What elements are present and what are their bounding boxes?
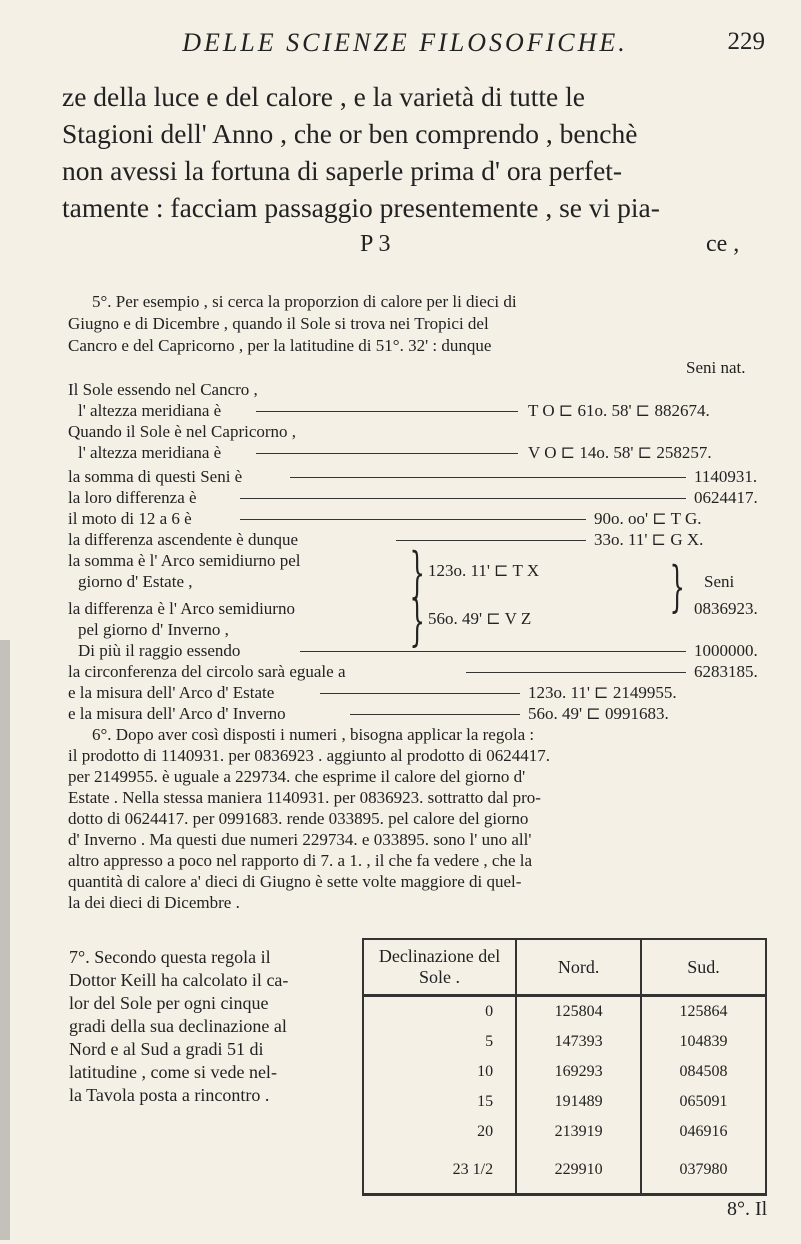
table-cell: 229910 (516, 1147, 641, 1195)
para7 (69, 946, 339, 1107)
calc-label: Quando il Sole è nel Capricorno , (68, 422, 297, 441)
table-cell: 20 (363, 1117, 516, 1147)
table-row (363, 1117, 766, 1147)
calc-value: V O ⊏ 14o. 58' ⊏ 258257. (528, 443, 712, 462)
table-header: Sud. (641, 939, 766, 996)
para6-line: il prodotto di 1140931. per 0836923 . aggiunto al prodotto di 0624417. (68, 746, 550, 765)
para5-note: Seni nat. (686, 358, 746, 377)
table-row (363, 996, 766, 1028)
calc-value: 6283185. (694, 662, 758, 681)
table-cell: 5 (363, 1027, 516, 1057)
calc-label: la loro differenza è (68, 488, 197, 507)
declination-table (362, 938, 767, 1196)
calc-value: 56o. 49' ⊏ V Z (428, 609, 532, 628)
para6-line: quantità di calore a' dieci di Giugno è sette volte maggiore di quel- (68, 872, 522, 891)
para6-line: 6°. Dopo aver così disposti i numeri , bisogna applicar la regola : (92, 725, 535, 744)
calc-label: la differenza ascendente è dunque (68, 530, 299, 549)
table-cell: 147393 (516, 1027, 641, 1057)
table-row (363, 1147, 766, 1195)
table-cell: 10 (363, 1057, 516, 1087)
para6-line: Estate . Nella stessa maniera 1140931. per 0836923. sottratto dal pro- (68, 788, 541, 807)
table-cell: 213919 (516, 1117, 641, 1147)
para5-line: Cancro e del Capricorno , per la latitudine di 51°. 32' : dunque (68, 336, 492, 355)
table-cell: 037980 (641, 1147, 766, 1195)
table-cell: 104839 (641, 1027, 766, 1057)
leader-dash (256, 411, 518, 412)
left-brace: } (409, 541, 425, 604)
opening-paragraph (62, 78, 768, 226)
left-brace: } (409, 589, 425, 652)
table-cell: 191489 (516, 1087, 641, 1117)
table-cell: 23 1/2 (363, 1147, 516, 1195)
para7-line: Dottor Keill ha calcolato il ca- (69, 970, 289, 990)
binding-gutter (0, 640, 10, 1240)
para6-line: dotto di 0624417. per 0991683. rende 033895. pel calore del giorno (68, 809, 529, 828)
calc-label: e la misura dell' Arco d' Estate (68, 683, 275, 702)
calc-label: Di più il raggio essendo (78, 641, 241, 660)
calc-value: 90o. oo' ⊏ T G. (594, 509, 702, 528)
leader-dash (350, 714, 520, 715)
calc-label: la somma di questi Seni è (68, 467, 243, 486)
leader-dash (290, 477, 686, 478)
para7-line: latitudine , come si vede nel- (69, 1062, 277, 1082)
table-row (363, 1027, 766, 1057)
table-header: Nord. (516, 939, 641, 996)
calc-value: 123o. 11' ⊏ 2149955. (528, 683, 677, 702)
para7-line: 7°. Secondo questa regola il (69, 947, 271, 967)
calc-value: T O ⊏ 61o. 58' ⊏ 882674. (528, 401, 710, 420)
calc-value: 33o. 11' ⊏ G X. (594, 530, 704, 549)
para6-line: per 2149955. è uguale a 229734. che esprime il calore del giorno d' (68, 767, 526, 786)
leader-dash (396, 540, 586, 541)
calc-label: giorno d' Estate , (78, 572, 193, 591)
calc-value: 1000000. (694, 641, 758, 660)
catchword-bottom: 8°. Il (727, 1198, 768, 1220)
table-cell: 125864 (641, 996, 766, 1028)
text-line: ze della luce e del calore , e la varietà di tutte le (62, 81, 585, 112)
table-cell: 125804 (516, 996, 641, 1028)
table-row (363, 1057, 766, 1087)
para6-line: d' Inverno . Ma questi due numeri 229734. e 033895. sono l' uno all' (68, 830, 532, 849)
calc-label: e la misura dell' Arco d' Inverno (68, 704, 286, 723)
leader-dash (466, 672, 686, 673)
calc-label: la somma è l' Arco semidiurno pel (68, 551, 301, 570)
calc-label: l' altezza meridiana è (78, 443, 222, 462)
calc-value: 123o. 11' ⊏ T X (428, 561, 540, 580)
table-header: Declinazione del Sole . (363, 939, 516, 996)
calc-label: Il Sole essendo nel Cancro , (68, 380, 258, 399)
seni-value: 0836923. (694, 599, 758, 618)
table-cell: 046916 (641, 1117, 766, 1147)
text-line: Stagioni dell' Anno , che or ben comprendo , benchè (62, 118, 638, 149)
calc-label: la circonferenza del circolo sarà eguale a (68, 662, 346, 681)
calc-label: pel giorno d' Inverno , (78, 620, 229, 639)
text-line: tamente : facciam passaggio presentemente , se vi pia- (62, 192, 660, 223)
table-row (363, 1087, 766, 1117)
para7-line: gradi della sua declinazione al (69, 1016, 287, 1036)
para7-line: lor del Sole per ogni cinque (69, 993, 269, 1013)
right-brace: } (669, 555, 685, 618)
leader-dash (256, 453, 518, 454)
page-number: 229 (727, 28, 765, 55)
calc-label: l' altezza meridiana è (78, 401, 222, 420)
para5-line: Giugno e di Dicembre , quando il Sole si trova nei Tropici del (68, 314, 489, 333)
table-cell: 169293 (516, 1057, 641, 1087)
para6-line: altro appresso a poco nel rapporto di 7. a 1. , il che fa vedere , che la (68, 851, 533, 870)
seni-label: Seni (704, 572, 735, 591)
table-cell: 15 (363, 1087, 516, 1117)
leader-dash (300, 651, 686, 652)
table-cell: 084508 (641, 1057, 766, 1087)
catchword-top: ce , (706, 231, 740, 257)
table-cell: 0 (363, 996, 516, 1028)
signature-mark: P 3 (360, 231, 391, 257)
para5-line: 5°. Per esempio , si cerca la proporzion di calore per li dieci di (92, 292, 517, 311)
table-cell: 065091 (641, 1087, 766, 1117)
running-title: DELLE SCIENZE FILOSOFICHE. (182, 28, 628, 57)
calc-value: 56o. 49' ⊏ 0991683. (528, 704, 669, 723)
calc-value: 0624417. (694, 488, 758, 507)
para7-line: Nord e al Sud a gradi 51 di (69, 1039, 264, 1059)
calc-value: 1140931. (694, 467, 758, 486)
text-line: non avessi la fortuna di saperle prima d' ora perfet- (62, 155, 623, 186)
running-head (105, 28, 765, 68)
leader-dash (240, 519, 586, 520)
calc-label: la differenza è l' Arco semidiurno (68, 599, 295, 618)
leader-dash (240, 498, 686, 499)
para6-line: la dei dieci di Dicembre . (68, 893, 240, 912)
leader-dash (320, 693, 520, 694)
calc-label: il moto di 12 a 6 è (68, 509, 192, 528)
para7-line: la Tavola posta a rincontro . (69, 1085, 270, 1105)
